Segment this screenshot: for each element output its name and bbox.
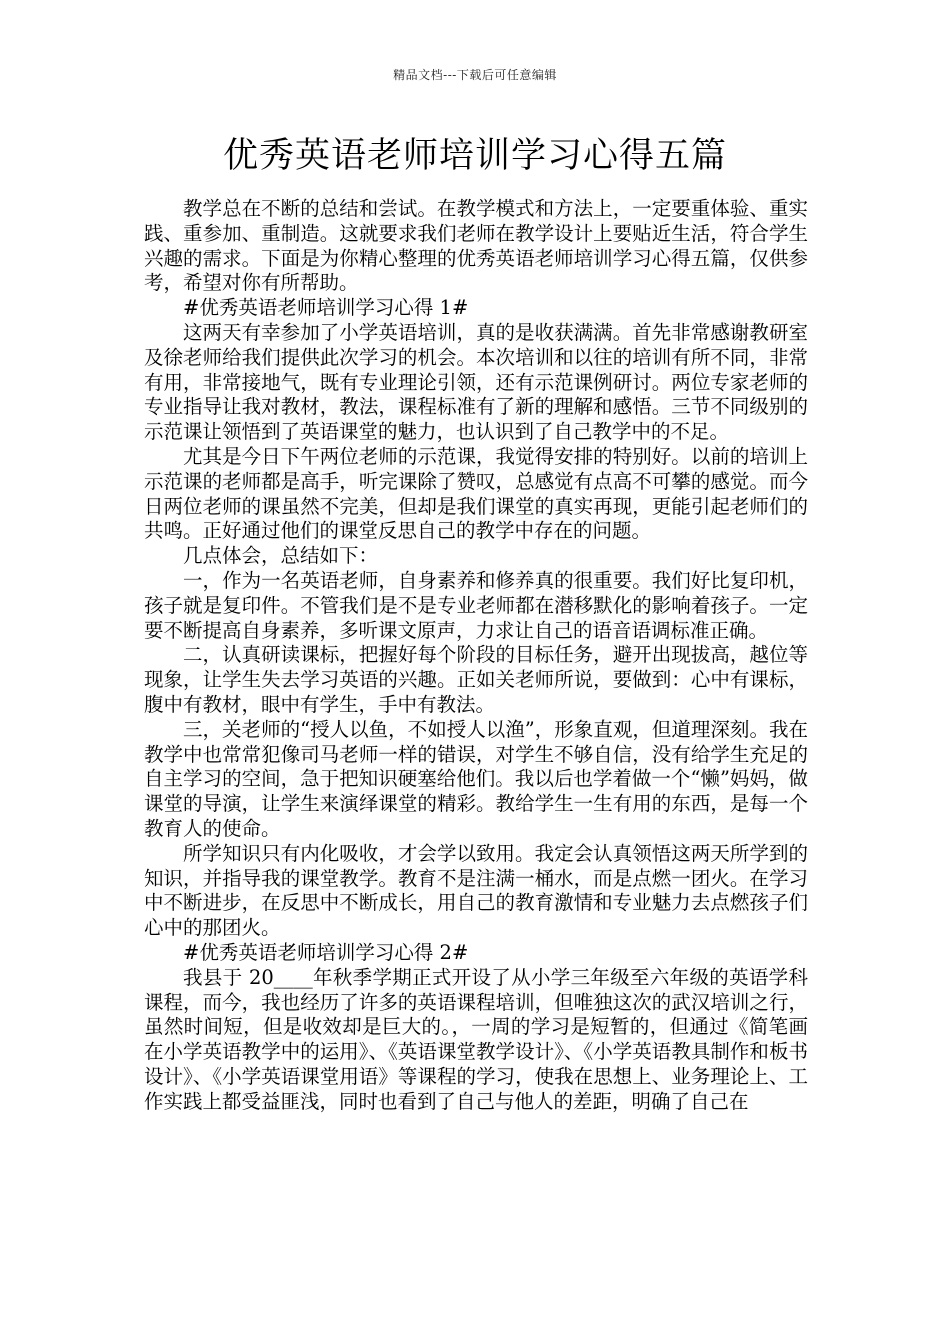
body-paragraph: 三，关老师的“授人以鱼，不如授人以渔”，形象直观，但道理深刻。我在教学中也常常犯像司马老师一样的错误，对学生不够自信，没有给学生充足的自主学习的空间，急于把知识硬塞给他们。我以后也学着做一个“懒”妈妈，做课堂的导演，让学生来演绎课堂的精彩。教给学生一生有用的东西，是每一个教育人的使命。: [144, 717, 808, 840]
section-heading-1: #优秀英语老师培训学习心得 1#: [183, 296, 469, 320]
body-paragraph: 几点体会，总结如下：: [183, 544, 379, 568]
body-paragraph: 我县于 20____年秋季学期正式开设了从小学三年级至六年级的英语学科课程，而今，我也经历了许多的英语课程培训，但唯独这次的武汉培训之行，虽然时间短，但是收效却是巨大的。，一周的学习是短暂的，但通过《简笔画在小学英语教学中的运用》、《英语课堂教学设计》、《小学英语教具制作和板书设计》、《小学英语课堂用语》等课程的学习，使我在思想上、业务理论上、工作实践上都受益匪浅，同时也看到了自己与他人的差距，明确了自己在: [144, 965, 808, 1113]
document-title: 优秀英语老师培训学习心得五篇: [222, 136, 727, 176]
header-note: 精品文档---下载后可任意编辑: [393, 68, 557, 82]
body-paragraph: 尤其是今日下午两位老师的示范课，我觉得安排的特别好。以前的培训上示范课的老师都是高手，听完课除了赞叹，总感觉有点高不可攀的感觉。而今日两位老师的课虽然不完美，但却是我们课堂的真实再现，更能引起老师们的共鸣。正好通过他们的课堂反思自己的教学中存在的问题。: [144, 444, 808, 543]
body-paragraph: 所学知识只有内化吸收，才会学以致用。我定会认真领悟这两天所学到的知识，并指导我的课堂教学。教育不是注满一桶水，而是点燃一团火。在学习中不断进步，在反思中不断成长，用自己的教育激情和专业魅力去点燃孩子们心中的那团火。: [144, 841, 808, 940]
body-paragraph: 一，作为一名英语老师，自身素养和修养真的很重要。我们好比复印机，孩子就是复印件。不管我们是不是专业老师都在潜移默化的影响着孩子。一定要不断提高自身素养，多听课文原声，力求让自己的语音语调标准正确。: [144, 568, 808, 642]
document-body: [144, 197, 808, 1114]
body-paragraph: 这两天有幸参加了小学英语培训，真的是收获满满。首先非常感谢教研室及徐老师给我们提供此次学习的机会。本次培训和以往的培训有所不同，非常有用，非常接地气，既有专业理论引领，还有示范课例研讨。两位专家老师的专业指导让我对教材，教法，课程标准有了新的理解和感悟。三节不同级别的示范课让领悟到了英语课堂的魅力，也认识到了自己教学中的不足。: [144, 320, 808, 444]
intro-paragraph: 教学总在不断的总结和尝试。在教学模式和方法上，一定要重体验、重实践、重参加、重制造。这就要求我们老师在教学设计上要贴近生活，符合学生兴趣的需求。下面是为你精心整理的优秀英语老师培训学习心得五篇，仅供参考，希望对你有所帮助。: [144, 197, 808, 295]
section-heading-2: #优秀英语老师培训学习心得 2#: [183, 940, 469, 964]
body-paragraph: 二，认真研读课标，把握好每个阶段的目标任务，避开出现拔高，越位等现象，让学生失去学习英语的兴趣。正如关老师所说，要做到：心中有课标，腹中有教材，眼中有学生，手中有教法。: [144, 643, 808, 716]
